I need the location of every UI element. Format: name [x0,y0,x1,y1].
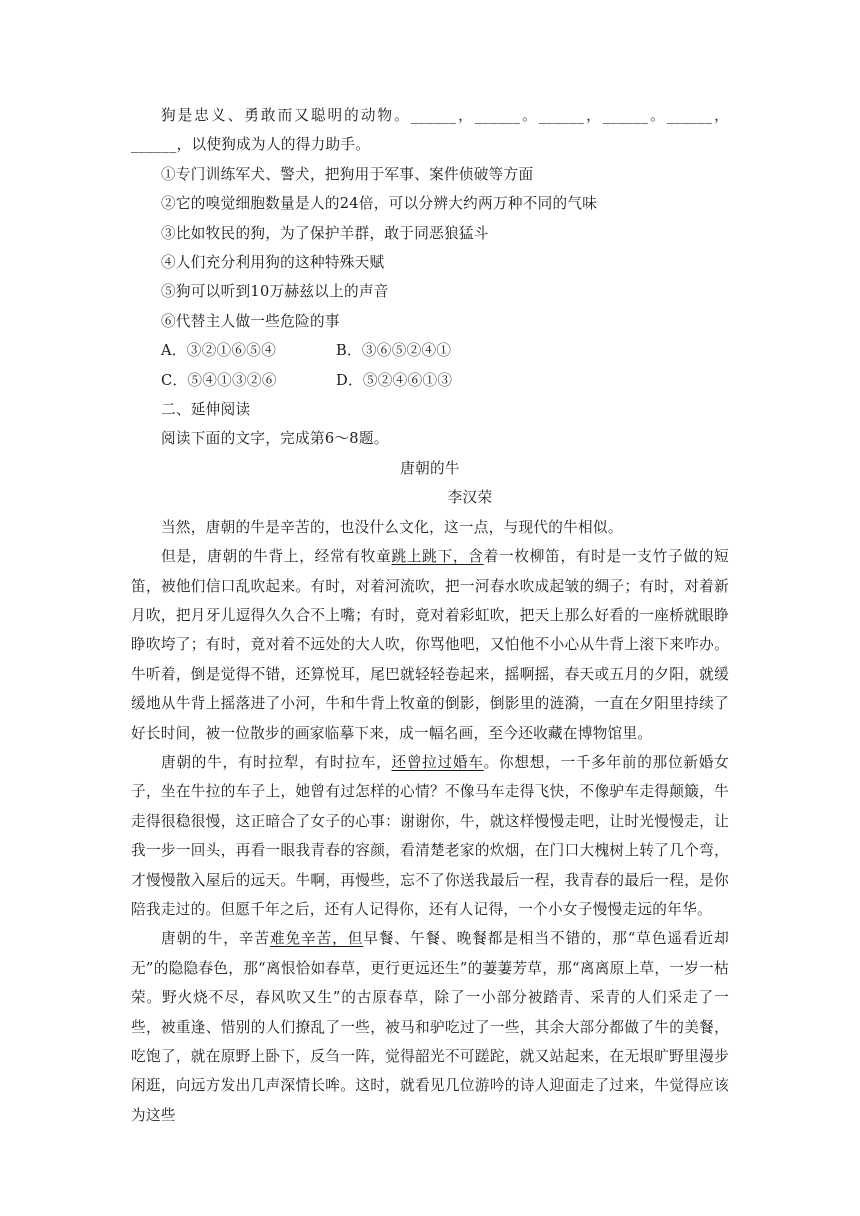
document-content [131,101,729,1130]
options-row-1 [131,336,729,365]
paragraph-2-underlined-phrase: 跳上跳下，含 [391,548,484,566]
question-stem: 狗是忠义、勇敢而又聪明的动物。______，______。______，______。______，______，以使狗成为人的得力助手。 [131,107,729,154]
reading-instruction: 阅读下面的文字，完成第6～8题。 [161,430,389,448]
question-item-4: ④人们充分利用狗的这种特殊天赋 [161,254,385,272]
option-c: C．⑤④①③②⑥ [161,371,277,389]
article-paragraph-3 [131,748,729,924]
section-heading: 二、延伸阅读 [161,401,251,419]
question-item-2: ②它的嗅觉细胞数量是人的24倍，可以分辨大约两万种不同的气味 [161,195,598,213]
paragraph-4-text-start: 唐朝的牛，辛苦 [161,930,270,948]
paragraph-3-underlined-phrase: 还曾拉过婚车 [391,753,484,771]
options-row-2 [131,366,729,395]
question-item-3: ③比如牧民的狗，为了保护羊群，敢于同恶狼猛斗 [161,224,489,242]
article-paragraph-4 [131,924,729,1130]
option-b: B．③⑥⑤②④① [336,342,452,360]
question-item-6: ⑥代替主人做一些危险的事 [161,312,340,330]
question-item-5: ⑤狗可以听到10万赫兹以上的声音 [161,283,389,301]
paragraph-3-text-end: 。你想想，一千多年前的那位新婚女子，坐在牛拉的车子上，她曾有过怎样的心情？不像马车走得飞快，不像驴车走得颠簸，牛走得很稳很慢，这正暗合了女子的心事：谢谢你，牛，就这样慢慢走吧，让时光慢慢走，让我一步一回头，再看一眼我青春的容颜，看清楚老家的炊烟，在门口大槐树上转了几个弯，才慢慢散入屋后的远天。牛啊，再慢些，忘不了你送我最后一程，我青春的最后一程，是你陪我走过的。但愿千年之后，还有人记得你，还有人记得，一个小女子慢慢走远的年华。 [131,753,729,918]
article-author: 李汉荣 [447,489,493,507]
paragraph-4-text-end: 早餐、午餐、晚餐都是相当不错的，那“草色遥看近却无”的隐隐春色，那“离恨恰如春草，更行更远还生”的萋萋芳草，那“离离原上草，一岁一枯荣。野火烧不尽，春风吹又生”的古原春草，除了一小部分被踏青、采青的人们采走了一些，被重逢、惜别的人们撩乱了一些，被马和驴吃过了一些，其余大部分都做了牛的美餐，吃饱了，就在原野上卧下，反刍一阵，觉得韶光不可蹉跎，就又站起来，在无垠旷野里漫步闲逛，向远方发出几声深情长哞。这时，就看见几位游吟的诗人迎面走了过来，牛觉得应该为这些 [131,930,729,1124]
article-title: 唐朝的牛 [400,459,460,477]
option-a: A．③②①⑥⑤④ [161,342,277,360]
paragraph-4-underlined-phrase: 难免辛苦，但 [269,930,364,948]
paragraph-3-text-start: 唐朝的牛，有时拉犁，有时拉车， [161,753,392,771]
paragraph-2-text-end: 着一枚柳笛，有时是一支竹子做的短笛，被他们信口乱吹起来。有时，对着河流吹，把一河春水吹成起皱的绸子；有时，对着新月吹，把月牙儿逗得久久合不上嘴；有时，竟对着彩虹吹，把天上那么好看的一座桥就眼睁睁吹垮了；有时，竟对着不远处的大人吹，你骂他吧，又怕他不小心从牛背上滚下来咋办。牛听着，倒是觉得不错，还算悦耳，尾巴就轻轻卷起来，摇啊摇，春天或五月的夕阳，就缓缓地从牛背上摇落进了小河，牛和牛背上牧童的倒影，倒影里的涟漪，一直在夕阳里持续了好长时间，被一位散步的画家临摹下来，成一幅名画，至今还收藏在博物馆里。 [131,548,729,742]
question-item-1: ①专门训练军犬、警犬，把狗用于军事、案件侦破等方面 [161,165,534,183]
article-paragraph-1: 当然，唐朝的牛是辛苦的，也没什么文化，这一点，与现代的牛相似。 [161,518,623,536]
article-paragraph-2 [131,542,729,748]
option-d: D．⑤②④⑥①③ [336,371,453,389]
paragraph-2-text-start: 但是，唐朝的牛背上，经常有牧童 [161,548,392,566]
